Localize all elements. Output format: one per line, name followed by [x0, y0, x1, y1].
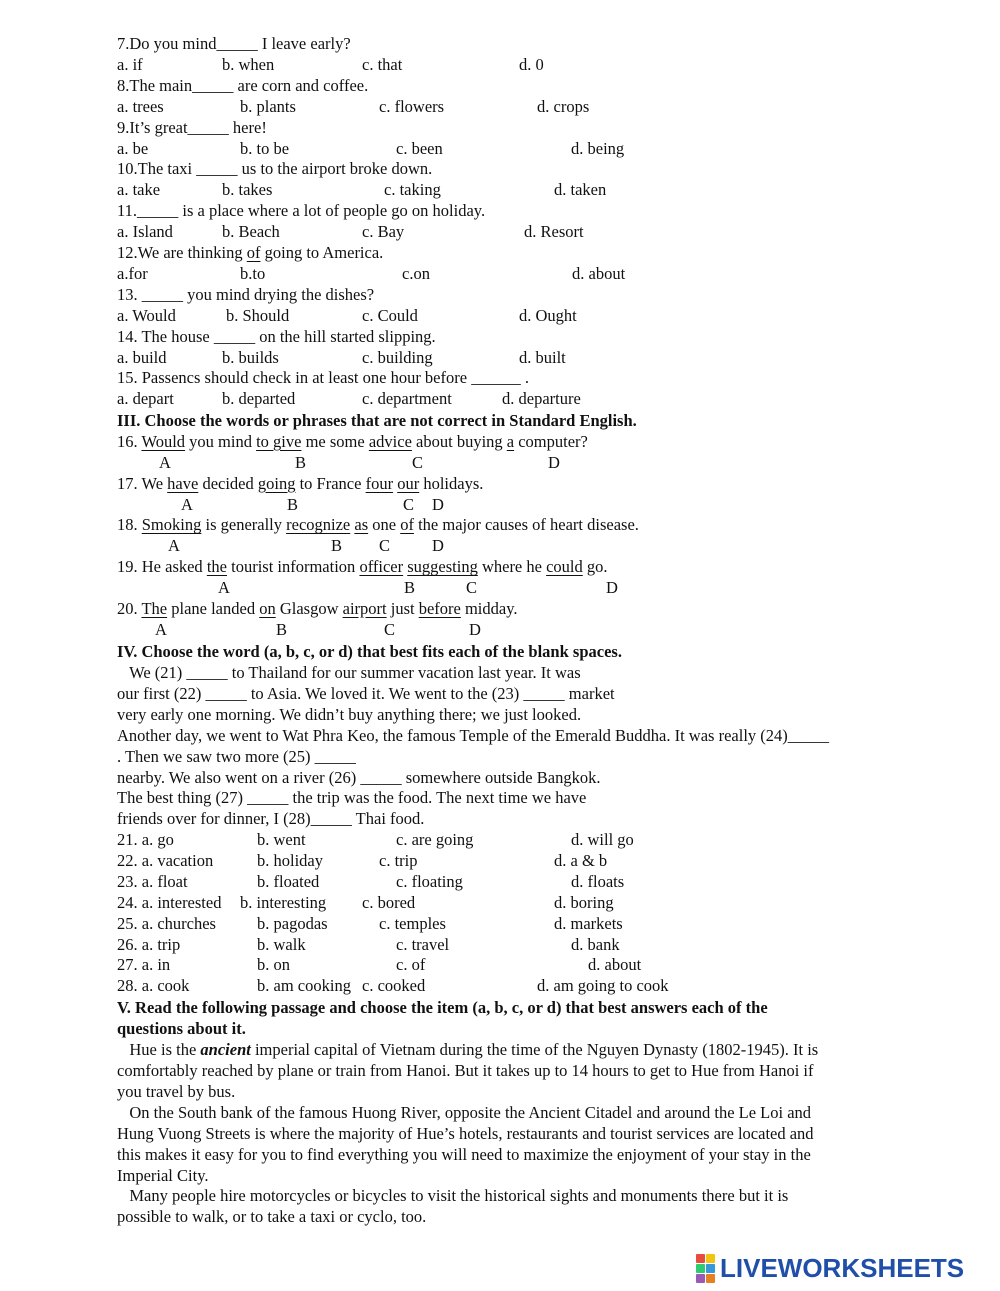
underlined-segment: The [141, 598, 168, 618]
passage-text: imperial capital of Vietnam during the time of the Nguyen Dynasty (1802-1945). It is [250, 1040, 819, 1059]
answer-option: a. Island [117, 222, 173, 242]
question-stem: 13. _____ you mind drying the dishes? [117, 284, 375, 304]
answer-option: a. Would [117, 305, 176, 325]
answer-option: b. interesting [240, 892, 327, 912]
answer-option: 24. a. interested [117, 892, 222, 912]
option-letter: D [432, 494, 444, 514]
option-letter: A [155, 619, 167, 639]
passage-line: Imperial City. [117, 1165, 209, 1185]
answer-option: a. trees [117, 96, 164, 116]
logo-square [696, 1254, 705, 1263]
option-letter: D [432, 536, 444, 556]
answer-option: d. about [588, 955, 642, 975]
logo-text: LIVEWORKSHEETS [720, 1252, 965, 1283]
answer-option: d. crops [537, 96, 590, 116]
answer-option: c. Bay [362, 222, 405, 242]
logo-square [696, 1274, 705, 1283]
answer-option: b. walk [257, 934, 306, 954]
sentence-text: midday. [460, 598, 518, 618]
logo-square [706, 1264, 715, 1273]
option-letter: A [159, 453, 171, 472]
answer-option: c. are going [396, 830, 474, 849]
underlined-segment: suggesting [407, 557, 478, 577]
answer-option: d. built [519, 347, 566, 367]
sentence-text: go. [582, 557, 608, 577]
underlined-segment: our [397, 473, 420, 493]
underlined-segment: airport [342, 598, 387, 618]
passage-line: Another day, we went to Wat Phra Keo, the famous Temple of the Emerald Buddha. It was really (24)_____ [117, 725, 830, 745]
option-letter: A [218, 578, 230, 598]
option-letter: D [606, 578, 618, 598]
emphasized-word: ancient [200, 1040, 251, 1059]
sentence-text: 20. [117, 598, 142, 618]
option-letter: C [384, 619, 396, 639]
sentence-text: about buying [411, 432, 507, 451]
answer-option: a. be [117, 138, 149, 158]
liveworksheets-logo [696, 1253, 964, 1283]
option-letter: A [168, 536, 180, 556]
passage-line: We (21) _____ to Thailand for our summer vacation last year. It was [117, 663, 581, 682]
answer-option: d. bank [571, 934, 620, 954]
question-stem: 14. The house _____ on the hill started slipping. [117, 326, 436, 346]
option-letter: B [404, 578, 416, 598]
sentence-text: one [368, 515, 401, 535]
answer-option: b. floated [257, 871, 320, 891]
logo-square [696, 1264, 705, 1273]
passage-line: . Then we saw two more (25) _____ [117, 746, 356, 766]
answer-option: a.for [117, 264, 148, 283]
answer-option: c. trip [379, 850, 418, 870]
sentence-text: you mind [185, 432, 257, 451]
answer-option: 22. a. vacation [117, 850, 214, 870]
answer-option: b. Beach [222, 222, 280, 242]
underlined-segment: have [167, 473, 199, 493]
answer-option: d. markets [554, 913, 623, 933]
sentence-text: the major causes of heart disease. [413, 515, 639, 535]
logo-mark-icon [696, 1254, 715, 1283]
option-letter: B [331, 536, 343, 556]
option-letter: D [548, 453, 560, 472]
underlined-segment: of [400, 515, 414, 535]
answer-option: d. am going to cook [537, 976, 669, 996]
error-sentence [117, 432, 588, 452]
answer-option: b. departed [222, 389, 296, 409]
error-sentence [117, 474, 483, 494]
question-stem: 11._____ is a place where a lot of people go on holiday. [117, 201, 486, 221]
answer-option: b.to [240, 264, 266, 283]
answer-option: c. building [362, 347, 433, 367]
answer-option: c. bored [362, 892, 416, 912]
underlined-segment: as [354, 515, 369, 535]
sentence-text: me some [301, 432, 369, 451]
underlined-segment: Would [141, 432, 186, 451]
sentence-text: just [386, 598, 419, 618]
question-stem: 10.The taxi _____ us to the airport broke down. [117, 159, 433, 179]
sentence-text: to France [295, 473, 366, 493]
answer-option: b. when [222, 55, 275, 74]
answer-option: c. department [362, 389, 452, 409]
underlined-segment: the [206, 557, 227, 577]
passage-text: Hue is the [117, 1040, 201, 1059]
logo-square [706, 1254, 715, 1263]
underlined-segment: going [257, 473, 296, 493]
underlined-segment: recognize [286, 515, 351, 535]
passage-line: nearby. We also went on a river (26) _____ somewhere outside Bangkok. [117, 767, 601, 787]
sentence-text: plane landed [167, 598, 260, 618]
underlined-segment: a [506, 432, 515, 451]
option-letter: D [469, 619, 481, 639]
answer-option: d. 0 [519, 55, 544, 74]
underlined-segment: advice [368, 432, 412, 451]
error-sentence [117, 557, 608, 577]
option-letter: C [412, 453, 424, 472]
section-heading: III. Choose the words or phrases that are not correct in Standard English. [117, 411, 637, 430]
answer-option: d. about [572, 264, 626, 283]
sentence-text: decided [198, 473, 258, 493]
passage-line: Hung Vuong Streets is where the majority of Hue’s hotels, restaurants and tourist services are located and [117, 1123, 814, 1143]
logo-square [706, 1274, 715, 1283]
sentence-text: tourist information [226, 557, 360, 577]
passage-line: our first (22) _____ to Asia. We loved it. We went to the (23) _____ market [117, 683, 615, 703]
stem-text: 12.We are thinking [117, 243, 247, 262]
question-stem: 9.It’s great_____ here! [117, 117, 267, 137]
error-sentence [117, 515, 639, 535]
sentence-text: 16. [117, 432, 142, 451]
question-stem: 8.The main_____ are corn and coffee. [117, 75, 369, 95]
passage-line: friends over for dinner, I (28)_____ Thai food. [117, 809, 425, 829]
answer-option: d. floats [571, 871, 625, 891]
section-heading: V. Read the following passage and choose the item (a, b, c, or d) that best answers each of the [117, 998, 768, 1017]
answer-option: d. boring [554, 892, 614, 912]
section-heading: questions about it. [117, 1019, 246, 1038]
answer-option: 26. a. trip [117, 934, 181, 954]
answer-option: b. went [257, 830, 306, 849]
answer-option: d. taken [554, 180, 607, 200]
answer-option: b. takes [222, 180, 273, 200]
answer-option: a. if [117, 55, 143, 74]
option-letter: C [403, 494, 415, 514]
answer-option: 21. a. go [117, 830, 174, 849]
answer-option: a. depart [117, 389, 174, 409]
passage-line: you travel by bus. [117, 1081, 236, 1101]
answer-option: b. Should [226, 305, 290, 325]
passage-line [117, 1040, 818, 1060]
passage-line: comfortably reached by plane or train from Hanoi. But it takes up to 14 hours to get to Hue from Hanoi if [117, 1061, 814, 1080]
option-letter: C [379, 536, 391, 556]
underlined-segment: before [418, 598, 461, 618]
underlined-segment: to give [256, 432, 302, 451]
sentence-text: holidays. [419, 473, 484, 493]
answer-option: c. taking [384, 180, 441, 200]
answer-option: c. floating [396, 871, 463, 891]
answer-option: c. cooked [362, 976, 426, 996]
answer-option: b. am cooking [257, 976, 351, 996]
sentence-text: computer? [514, 432, 588, 451]
underlined-segment: officer [359, 557, 404, 577]
sentence-text: is generally [201, 515, 287, 535]
answer-option: d. departure [502, 389, 581, 409]
answer-option: c. travel [396, 934, 450, 954]
option-letter: A [181, 494, 193, 514]
error-sentence [117, 599, 518, 619]
answer-option: 28. a. cook [117, 976, 190, 996]
answer-option: b. builds [222, 347, 279, 367]
section-heading: IV. Choose the word (a, b, c, or d) that best fits each of the blank spaces. [117, 642, 622, 661]
question-stem: 15. Passencs should check in at least one hour before ______ . [117, 368, 529, 388]
question-stem: 7.Do you mind_____ I leave early? [117, 34, 351, 53]
passage-line: On the South bank of the famous Huong River, opposite the Ancient Citadel and around the Le Loi and [117, 1102, 812, 1122]
sentence-text: 17. We [117, 473, 168, 493]
question-stem [117, 243, 383, 263]
answer-option: d. a & b [554, 850, 608, 870]
answer-option: b. plants [240, 96, 296, 116]
answer-option: b. to be [240, 138, 290, 158]
answer-option: d. will go [571, 830, 634, 849]
answer-option: c. flowers [379, 96, 445, 116]
passage-line: The best thing (27) _____ the trip was the food. The next time we have [117, 788, 587, 808]
answer-option: a. take [117, 180, 161, 200]
option-letter: B [276, 619, 288, 639]
answer-option: 27. a. in [117, 955, 171, 975]
sentence-text: 18. [117, 515, 142, 535]
answer-option: c. of [396, 955, 426, 975]
answer-option: 25. a. churches [117, 913, 216, 933]
answer-option: c. Could [362, 305, 418, 325]
answer-option: d. being [571, 138, 625, 158]
answer-option: c.on [402, 264, 430, 283]
sentence-text: 19. He asked [117, 557, 207, 577]
answer-option: c. temples [379, 913, 446, 933]
sentence-text: Glasgow [275, 598, 343, 618]
passage-line: very early one morning. We didn’t buy anything there; we just looked. [117, 704, 582, 724]
answer-option: b. holiday [257, 850, 323, 870]
answer-option: d. Resort [524, 222, 584, 242]
underlined-segment: on [259, 598, 276, 618]
underlined-segment: could [546, 557, 583, 577]
answer-option: d. Ought [519, 305, 577, 325]
passage-line: possible to walk, or to take a taxi or cyclo, too. [117, 1207, 427, 1227]
stem-underlined-word: of [246, 243, 261, 262]
option-letter: B [295, 453, 307, 472]
answer-option: c. that [362, 55, 403, 74]
answer-option: c. been [396, 138, 443, 158]
passage-line: Many people hire motorcycles or bicycles to visit the historical sights and monuments there but it is [117, 1186, 789, 1206]
underlined-segment: four [365, 473, 394, 493]
sentence-text: where he [477, 557, 547, 577]
answer-option: b. pagodas [257, 913, 328, 933]
passage-line: this makes it easy for you to find everything you will need to maximize the enjoyment of your stay in the [117, 1144, 811, 1164]
answer-option: a. build [117, 347, 167, 367]
stem-text: going to America. [260, 243, 384, 262]
option-letter: C [466, 578, 478, 598]
option-letter: B [287, 494, 299, 514]
answer-option: 23. a. float [117, 871, 188, 891]
answer-option: b. on [257, 955, 290, 975]
underlined-segment: Smoking [141, 515, 202, 535]
